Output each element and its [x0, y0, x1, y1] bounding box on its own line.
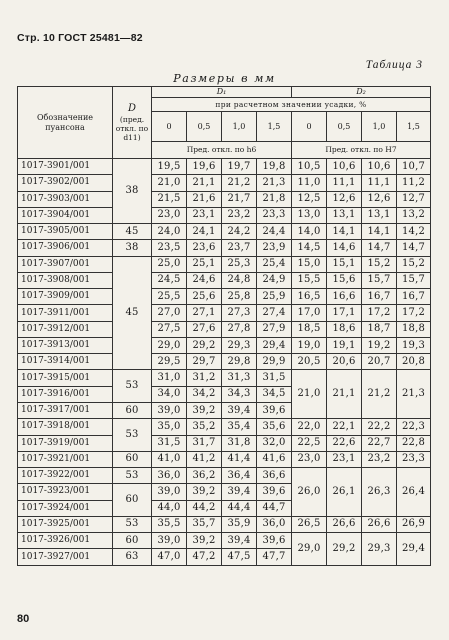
d1-tolerance: Пред. откл. по h6	[152, 142, 292, 159]
table-row	[18, 175, 431, 191]
d-header-symbol: D	[127, 102, 137, 114]
d1-value: 23,7	[222, 240, 257, 256]
d1-value: 24,2	[222, 224, 257, 240]
d1-value: 31,2	[187, 370, 222, 386]
d2-value: 12,7	[397, 191, 431, 207]
d1-value: 44,0	[152, 500, 187, 516]
d2-value: 11,1	[327, 175, 362, 191]
punch-designation: 1017-3902/001	[18, 175, 113, 191]
d1-value: 29,4	[257, 337, 292, 353]
d1-value: 36,2	[187, 468, 222, 484]
d2-value: 23,1	[327, 451, 362, 467]
d2-value: 11,0	[292, 175, 327, 191]
d1-value: 34,5	[257, 386, 292, 402]
d1-value: 39,4	[222, 484, 257, 500]
d1-value: 35,0	[152, 419, 187, 435]
d2-shrinkage-1: 0,5	[327, 112, 362, 142]
d1-value: 27,4	[257, 305, 292, 321]
d2-value: 18,6	[327, 321, 362, 337]
punch-designation: 1017-3917/001	[18, 402, 113, 418]
table-row	[18, 451, 431, 467]
punch-designation: 1017-3921/001	[18, 451, 113, 467]
d1-value: 35,4	[222, 419, 257, 435]
d2-tolerance: Пред. откл. по H7	[292, 142, 431, 159]
table-row	[18, 337, 431, 353]
punch-designation: 1017-3924/001	[18, 500, 113, 516]
punch-designation: 1017-3925/001	[18, 516, 113, 532]
table-row	[18, 240, 431, 256]
table-row	[18, 321, 431, 337]
d2-value: 19,0	[292, 337, 327, 353]
d1-value: 21,2	[222, 175, 257, 191]
d2-value: 10,7	[397, 159, 431, 175]
d2-value: 15,0	[292, 256, 327, 272]
d1-value: 39,0	[152, 533, 187, 549]
d1-value: 31,7	[187, 435, 222, 451]
d1-value: 34,0	[152, 386, 187, 402]
table-row	[18, 272, 431, 288]
d2-value: 15,7	[362, 272, 397, 288]
d1-value: 24,6	[187, 272, 222, 288]
d1-value: 39,6	[257, 484, 292, 500]
d2-value: 15,2	[362, 256, 397, 272]
punch-designation: 1017-3907/001	[18, 256, 113, 272]
d2-value: 15,6	[327, 272, 362, 288]
d1-value: 23,2	[222, 207, 257, 223]
d2-value: 15,5	[292, 272, 327, 288]
d-value: 38	[113, 240, 152, 256]
d2-value: 26,6	[327, 516, 362, 532]
d2-value: 12,5	[292, 191, 327, 207]
d2-value-merged: 29,3	[362, 533, 397, 566]
d1-value: 34,3	[222, 386, 257, 402]
d2-value: 22,6	[327, 435, 362, 451]
d1-value: 35,2	[187, 419, 222, 435]
d1-value: 39,4	[222, 533, 257, 549]
table-row	[18, 354, 431, 370]
d1-shrinkage-1: 0,5	[187, 112, 222, 142]
punch-designation: 1017-3916/001	[18, 386, 113, 402]
d1-value: 39,2	[187, 484, 222, 500]
d1-value: 44,7	[257, 500, 292, 516]
page-header: Стр. 10 ГОСТ 25481—82	[17, 32, 143, 44]
punch-designation: 1017-3926/001	[18, 533, 113, 549]
d2-value: 14,0	[292, 224, 327, 240]
d1-value: 27,3	[222, 305, 257, 321]
d1-value: 47,5	[222, 549, 257, 565]
d2-shrinkage-0: 0	[292, 112, 327, 142]
table-row	[18, 533, 431, 549]
d1-value: 39,0	[152, 402, 187, 418]
d2-value: 17,0	[292, 305, 327, 321]
d2-value-merged: 26,0	[292, 468, 327, 517]
d1-value: 27,5	[152, 321, 187, 337]
d2-value: 26,6	[362, 516, 397, 532]
d1-value: 39,2	[187, 533, 222, 549]
table-row	[18, 289, 431, 305]
punch-designation: 1017-3906/001	[18, 240, 113, 256]
d2-header: D₂	[292, 87, 431, 98]
d2-value: 18,7	[362, 321, 397, 337]
d1-value: 23,6	[187, 240, 222, 256]
d2-value: 26,9	[397, 516, 431, 532]
d1-value: 21,0	[152, 175, 187, 191]
d2-value-merged: 21,2	[362, 370, 397, 419]
punch-designation: 1017-3909/001	[18, 289, 113, 305]
d2-value: 23,2	[362, 451, 397, 467]
table-row	[18, 468, 431, 484]
d1-value: 36,0	[152, 468, 187, 484]
d1-value: 21,7	[222, 191, 257, 207]
d1-value: 32,0	[257, 435, 292, 451]
punch-designation: 1017-3918/001	[18, 419, 113, 435]
d1-value: 41,4	[222, 451, 257, 467]
table-row	[18, 224, 431, 240]
punch-designation: 1017-3913/001	[18, 337, 113, 353]
d1-value: 24,8	[222, 272, 257, 288]
d1-value: 23,3	[257, 207, 292, 223]
d2-value: 10,6	[362, 159, 397, 175]
d2-value: 18,5	[292, 321, 327, 337]
d2-value: 15,7	[397, 272, 431, 288]
d1-value: 19,6	[187, 159, 222, 175]
table-row	[18, 159, 431, 175]
d2-value: 11,1	[362, 175, 397, 191]
d2-value-merged: 21,3	[397, 370, 431, 419]
punch-designation: 1017-3905/001	[18, 224, 113, 240]
table-label: Таблица 3	[365, 59, 423, 71]
table-row	[18, 435, 431, 451]
d1-value: 24,4	[257, 224, 292, 240]
punch-designation: 1017-3911/001	[18, 305, 113, 321]
d-value: 60	[113, 451, 152, 467]
d1-value: 36,4	[222, 468, 257, 484]
d2-value: 15,1	[327, 256, 362, 272]
d2-value-merged: 29,2	[327, 533, 362, 566]
d2-value: 10,5	[292, 159, 327, 175]
d1-value: 24,0	[152, 224, 187, 240]
d1-value: 23,5	[152, 240, 187, 256]
punch-designation: 1017-3923/001	[18, 484, 113, 500]
page-number: 80	[17, 613, 30, 625]
d1-value: 23,0	[152, 207, 187, 223]
d1-value: 29,7	[187, 354, 222, 370]
d-value: 38	[113, 159, 152, 224]
d1-value: 39,4	[222, 402, 257, 418]
d1-value: 39,2	[187, 402, 222, 418]
table-row	[18, 207, 431, 223]
d-value: 63	[113, 549, 152, 565]
d2-value: 22,3	[397, 419, 431, 435]
table-row	[18, 370, 431, 386]
d1-value: 19,5	[152, 159, 187, 175]
d-value: 45	[113, 256, 152, 370]
d2-value: 18,8	[397, 321, 431, 337]
d2-value: 14,7	[397, 240, 431, 256]
d-header	[113, 87, 152, 159]
d1-value: 21,3	[257, 175, 292, 191]
d1-value: 41,2	[187, 451, 222, 467]
d2-value: 19,2	[362, 337, 397, 353]
punch-designation: 1017-3912/001	[18, 321, 113, 337]
d1-value: 29,8	[222, 354, 257, 370]
d1-value: 39,0	[152, 484, 187, 500]
punch-designation: 1017-3927/001	[18, 549, 113, 565]
d-header-note: (пред. откл. по d11)	[115, 114, 149, 142]
d1-value: 34,2	[187, 386, 222, 402]
d1-value: 24,5	[152, 272, 187, 288]
d2-value: 14,5	[292, 240, 327, 256]
d-value: 60	[113, 402, 152, 418]
punch-designation: 1017-3901/001	[18, 159, 113, 175]
d2-value: 13,2	[397, 207, 431, 223]
d2-value: 26,5	[292, 516, 327, 532]
d2-value: 11,2	[397, 175, 431, 191]
d2-value: 19,1	[327, 337, 362, 353]
d2-value: 22,2	[362, 419, 397, 435]
d1-header: D₁	[152, 87, 292, 98]
d2-value: 12,6	[327, 191, 362, 207]
d2-value: 19,3	[397, 337, 431, 353]
d1-value: 41,0	[152, 451, 187, 467]
d2-value: 14,7	[362, 240, 397, 256]
d2-value: 20,6	[327, 354, 362, 370]
d1-value: 41,6	[257, 451, 292, 467]
d2-value-merged: 26,3	[362, 468, 397, 517]
d1-value: 39,6	[257, 533, 292, 549]
d2-value: 16,7	[397, 289, 431, 305]
d2-value: 22,0	[292, 419, 327, 435]
d1-value: 31,5	[257, 370, 292, 386]
d2-value: 14,1	[327, 224, 362, 240]
d1-value: 44,4	[222, 500, 257, 516]
d1-value: 27,8	[222, 321, 257, 337]
d1-value: 31,5	[152, 435, 187, 451]
punch-designation: 1017-3914/001	[18, 354, 113, 370]
d1-value: 35,6	[257, 419, 292, 435]
dimensions-table	[17, 86, 431, 566]
d2-value-merged: 21,1	[327, 370, 362, 419]
d1-value: 21,6	[187, 191, 222, 207]
d2-value: 14,1	[362, 224, 397, 240]
d2-shrinkage-2: 1,0	[362, 112, 397, 142]
d2-value: 22,5	[292, 435, 327, 451]
d1-value: 21,1	[187, 175, 222, 191]
d2-value-merged: 29,4	[397, 533, 431, 566]
d1-value: 19,8	[257, 159, 292, 175]
table-row	[18, 419, 431, 435]
punch-designation: 1017-3922/001	[18, 468, 113, 484]
table-title: Размеры в мм	[173, 72, 276, 85]
d1-value: 47,0	[152, 549, 187, 565]
d2-value: 16,7	[362, 289, 397, 305]
d1-value: 25,6	[187, 289, 222, 305]
d1-value: 21,5	[152, 191, 187, 207]
d2-value: 17,2	[397, 305, 431, 321]
d1-value: 25,3	[222, 256, 257, 272]
d1-value: 36,6	[257, 468, 292, 484]
d1-value: 29,3	[222, 337, 257, 353]
d2-shrinkage-3: 1,5	[397, 112, 431, 142]
d2-value: 20,5	[292, 354, 327, 370]
d1-value: 27,9	[257, 321, 292, 337]
shrinkage-caption: при расчетном значении усадки, %	[152, 98, 431, 112]
table-row	[18, 191, 431, 207]
d-value: 53	[113, 468, 152, 484]
d1-value: 27,1	[187, 305, 222, 321]
d2-value-merged: 26,4	[397, 468, 431, 517]
d1-value: 24,9	[257, 272, 292, 288]
d2-value: 16,5	[292, 289, 327, 305]
d1-value: 36,0	[257, 516, 292, 532]
punch-designation: 1017-3908/001	[18, 272, 113, 288]
d2-value: 22,8	[397, 435, 431, 451]
d1-shrinkage-3: 1,5	[257, 112, 292, 142]
table-body	[18, 159, 431, 566]
d1-value: 27,0	[152, 305, 187, 321]
d2-value: 12,6	[362, 191, 397, 207]
d2-value: 13,0	[292, 207, 327, 223]
table-row	[18, 516, 431, 532]
d1-value: 25,4	[257, 256, 292, 272]
d2-value-merged: 29,0	[292, 533, 327, 566]
d2-value: 23,0	[292, 451, 327, 467]
d-value: 60	[113, 484, 152, 517]
d1-shrinkage-0: 0	[152, 112, 187, 142]
d2-value: 22,7	[362, 435, 397, 451]
punch-designation: 1017-3915/001	[18, 370, 113, 386]
d2-value: 16,6	[327, 289, 362, 305]
d2-value: 17,2	[362, 305, 397, 321]
table-row	[18, 256, 431, 272]
d2-value: 13,1	[327, 207, 362, 223]
d2-value: 10,6	[327, 159, 362, 175]
d2-value: 23,3	[397, 451, 431, 467]
d1-value: 25,1	[187, 256, 222, 272]
d2-value: 17,1	[327, 305, 362, 321]
d1-value: 35,9	[222, 516, 257, 532]
d-value: 53	[113, 516, 152, 532]
d1-value: 25,9	[257, 289, 292, 305]
d1-value: 25,5	[152, 289, 187, 305]
d2-value-merged: 26,1	[327, 468, 362, 517]
d-value: 53	[113, 419, 152, 452]
d2-value: 14,6	[327, 240, 362, 256]
d1-value: 24,1	[187, 224, 222, 240]
d2-value: 20,8	[397, 354, 431, 370]
d1-value: 25,8	[222, 289, 257, 305]
d1-value: 27,6	[187, 321, 222, 337]
d1-value: 29,0	[152, 337, 187, 353]
d1-value: 29,5	[152, 354, 187, 370]
d1-value: 21,8	[257, 191, 292, 207]
d1-value: 35,5	[152, 516, 187, 532]
d1-value: 47,7	[257, 549, 292, 565]
designation-header: Обозначение пуансона	[18, 87, 113, 159]
d1-value: 31,8	[222, 435, 257, 451]
d2-value: 15,2	[397, 256, 431, 272]
d1-value: 47,2	[187, 549, 222, 565]
punch-designation: 1017-3904/001	[18, 207, 113, 223]
d1-value: 29,2	[187, 337, 222, 353]
d1-value: 31,3	[222, 370, 257, 386]
d1-shrinkage-2: 1,0	[222, 112, 257, 142]
d-value: 45	[113, 224, 152, 240]
punch-designation: 1017-3919/001	[18, 435, 113, 451]
d2-value: 22,1	[327, 419, 362, 435]
d1-value: 23,1	[187, 207, 222, 223]
d-value: 53	[113, 370, 152, 403]
d1-value: 19,7	[222, 159, 257, 175]
d2-value: 13,1	[362, 207, 397, 223]
d-value: 60	[113, 533, 152, 549]
d1-value: 39,6	[257, 402, 292, 418]
table-row	[18, 305, 431, 321]
d1-value: 25,0	[152, 256, 187, 272]
d2-value-merged: 21,0	[292, 370, 327, 419]
d1-value: 35,7	[187, 516, 222, 532]
d1-value: 23,9	[257, 240, 292, 256]
d1-value: 29,9	[257, 354, 292, 370]
d2-value: 14,2	[397, 224, 431, 240]
punch-designation: 1017-3903/001	[18, 191, 113, 207]
d1-value: 31,0	[152, 370, 187, 386]
d2-value: 20,7	[362, 354, 397, 370]
d1-value: 44,2	[187, 500, 222, 516]
